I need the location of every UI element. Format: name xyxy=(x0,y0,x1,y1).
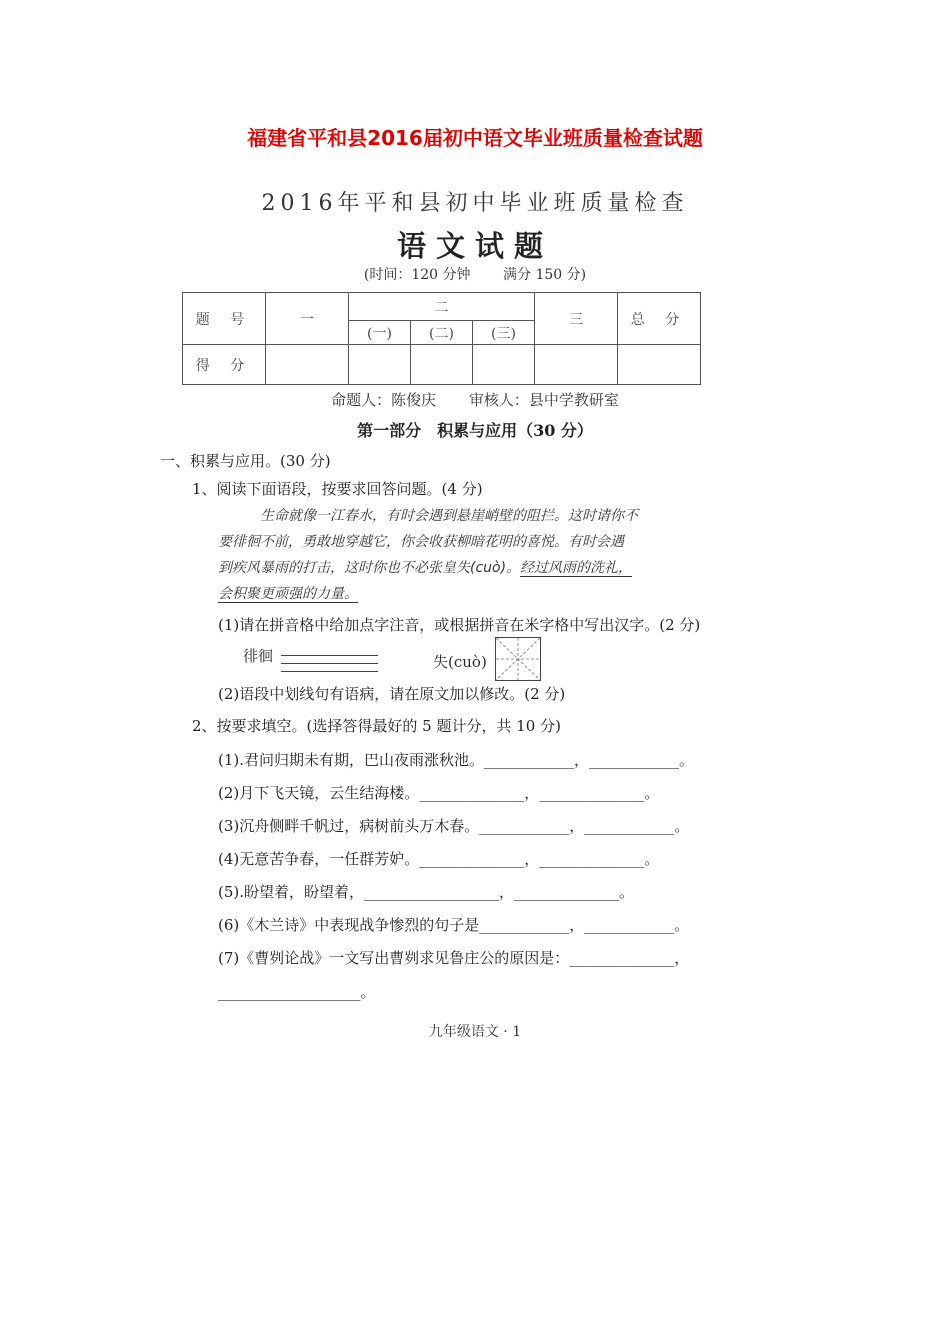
score-row-label: 得 分 xyxy=(183,345,266,385)
fill-item-2[interactable]: (2)月下飞天镜，云生结海楼。______________，______________。 xyxy=(218,784,660,802)
full-score-label: 满分 150 分) xyxy=(503,267,587,283)
fill-item-4[interactable]: (4)无意苦争春，一任群芳妒。______________，______________。 xyxy=(218,850,660,868)
score-cell[interactable] xyxy=(266,345,349,385)
total-header: 总 分 xyxy=(618,293,701,345)
reviewer: 审核人：县中学教研室 xyxy=(468,391,619,409)
part-three-header: 三 xyxy=(535,293,618,345)
underlined-sentence: 会积聚更顽强的力量。 xyxy=(218,586,358,602)
part-two-sub-2: (二) xyxy=(411,321,473,345)
underlined-sentence: 经过风雨的洗礼， xyxy=(520,560,633,576)
score-cell[interactable] xyxy=(535,345,618,385)
part-one-header: 一 xyxy=(266,293,349,345)
score-cell[interactable] xyxy=(411,345,473,385)
score-table xyxy=(182,292,701,385)
section-title: 一、积累与应用。(30 分) xyxy=(160,452,331,470)
fill-item-7[interactable]: (7)《曹刿论战》一文写出曹刿求见鲁庄公的原因是：______________， xyxy=(218,949,690,967)
subject-title: 语文试题 xyxy=(396,229,553,263)
score-cell[interactable] xyxy=(349,345,411,385)
fill-item-1[interactable]: (1).君问归期未有期，巴山夜雨涨秋池。____________，____________。 xyxy=(218,751,695,769)
passage-line: 要徘徊不前，勇敢地穿越它，你会收获柳暗花明的喜悦。有时会遇 xyxy=(218,534,624,550)
fill-item-6[interactable]: (6)《木兰诗》中表现战争惨烈的句子是____________，____________。 xyxy=(218,916,690,934)
fill-item-5[interactable]: (5).盼望着，盼望着，__________________，______________。 xyxy=(218,883,635,901)
document-title: 福建省平和县2016届初中语文毕业班质量检查试题 xyxy=(247,126,703,150)
setter: 命题人：陈俊庆 xyxy=(331,391,437,409)
question-2: 2、按要求填空。(选择答得最好的 5 题计分，共 10 分) xyxy=(192,717,561,735)
page-footer: 九年级语文 · 1 xyxy=(428,1024,522,1040)
score-cell[interactable] xyxy=(618,345,701,385)
score-cell[interactable] xyxy=(473,345,535,385)
part-two-sub-1: (一) xyxy=(349,321,411,345)
mizi-grid[interactable] xyxy=(495,637,541,681)
word-cuo: 失(cuò) xyxy=(433,653,487,671)
question-number-header: 题 号 xyxy=(183,293,266,345)
word-paihuai: 徘徊 xyxy=(243,647,274,665)
passage-line: 到疾风暴雨的打击，这时你也不必张皇失(cuò)。 xyxy=(218,560,521,576)
part-two-sub-3: (三) xyxy=(473,321,535,345)
exam-heading: 2016年平和县初中毕业班质量检查 xyxy=(261,191,689,216)
time-label: (时间：120 分钟 xyxy=(363,267,471,283)
fill-item-3[interactable]: (3)沉舟侧畔千帆过，病树前头万木春。____________，____________。 xyxy=(218,817,690,835)
question-1: 1、阅读下面语段，按要求回答问题。(4 分) xyxy=(192,480,483,498)
passage-line: 生命就像一江春水，有时会遇到悬崖峭壁的阻拦。这时请你不 xyxy=(260,508,638,524)
question-1-sub-1: (1)请在拼音格中给加点字注音，或根据拼音在米字格中写出汉字。(2 分) xyxy=(218,616,701,634)
reading-passage xyxy=(218,503,724,607)
question-1-sub-2: (2)语段中划线句有语病，请在原文加以修改。(2 分) xyxy=(218,685,566,703)
authors-line xyxy=(0,389,950,410)
pinyin-grid[interactable] xyxy=(281,648,378,672)
part-title: 第一部分 积累与应用（30 分） xyxy=(357,421,593,440)
fill-item-7-continued[interactable]: ___________________。 xyxy=(218,983,376,1001)
part-two-header: 二 xyxy=(349,293,535,321)
time-info xyxy=(0,264,950,284)
